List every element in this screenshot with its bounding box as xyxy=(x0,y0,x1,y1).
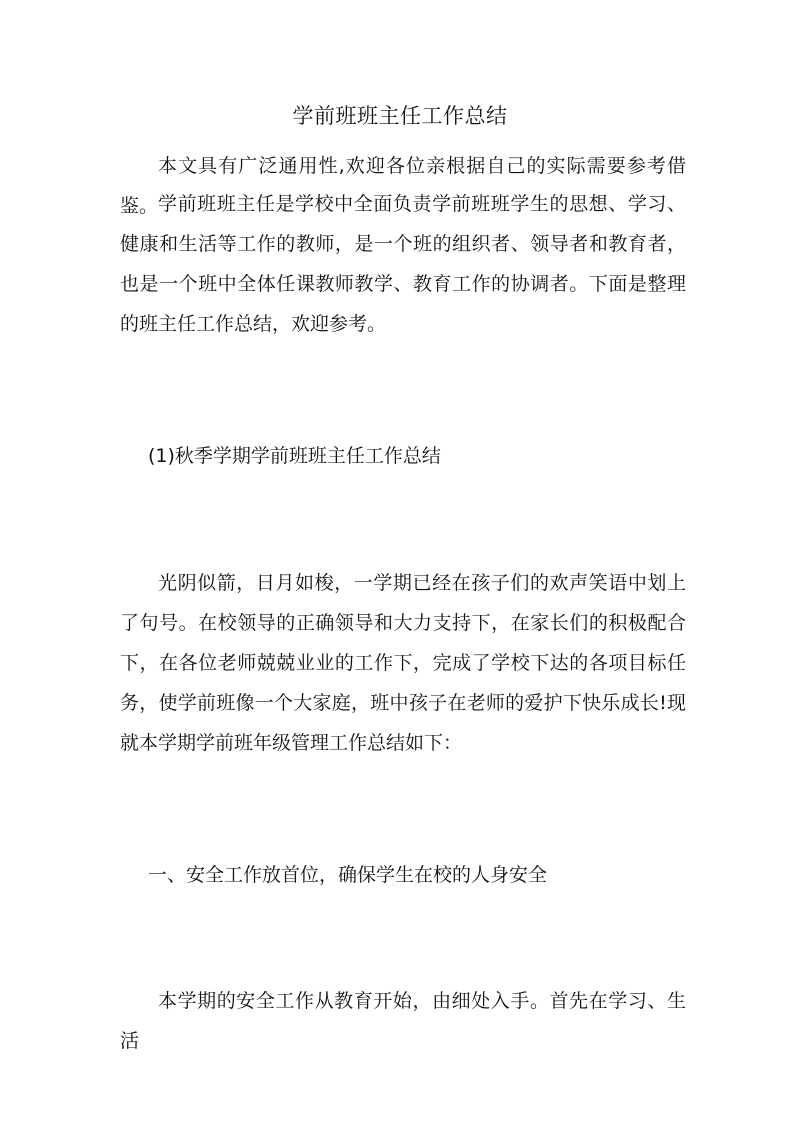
body-paragraph-2: 光阴似箭，日月如梭，一学期已经在孩子们的欢声笑语中划上了句号。在校领导的正确领导和大力支持下，在家长们的积极配合下，在各位老师兢兢业业的工作下，完成了学校下达的各项目标任务，使学前班像一个大家庭，班中孩子在老师的爱护下快乐成长!现就本学期学前班年级管理工作总结如下： xyxy=(120,572,686,754)
section-heading-safety: 一、安全工作放首位，确保学生在校的人身安全 xyxy=(148,864,548,886)
body-paragraph-1: 学前班班主任是学校中全面负责学前班班学生的思想、学习、健康和生活等工作的教师，是一个班的组织者、领导者和教育者，也是一个班中全体任课教师教学、教育工作的协调者。下面是整理的班主任工作总结，欢迎参考。 xyxy=(120,193,686,335)
intro-paragraph: 本文具有广泛通用性,欢迎各位亲根据自己的实际需要参考借鉴。 xyxy=(120,155,686,217)
body-paragraph-3: 本学期的安全工作从教育开始，由细处入手。首先在学习、生活 xyxy=(120,990,686,1052)
document-title: 学前班班主任工作总结 xyxy=(292,104,508,128)
section-heading-autumn-term: (1)秋季学期学前班班主任工作总结 xyxy=(148,445,441,467)
